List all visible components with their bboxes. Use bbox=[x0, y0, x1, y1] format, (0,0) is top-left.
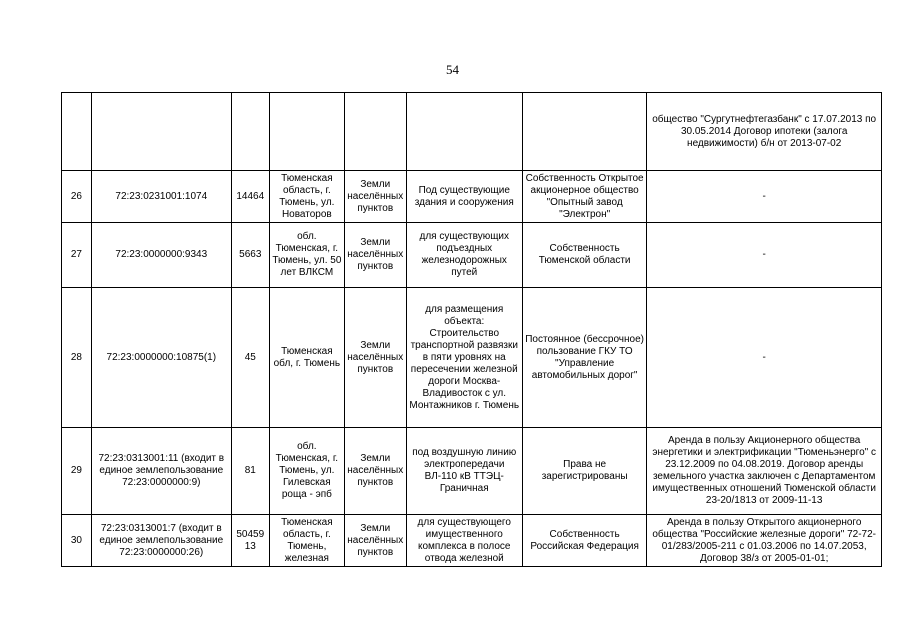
table-row bbox=[62, 171, 882, 223]
table-row bbox=[62, 223, 882, 288]
land-category-cell bbox=[344, 93, 406, 171]
area-cell: 5045913 bbox=[231, 515, 269, 567]
encumbrance-cell: общество "Сургутнефтегазбанк" с 17.07.2013 по 30.05.2014 Договор ипотеки (залога недвижимости) б/н от 2013-07-02 bbox=[647, 93, 882, 171]
right-holder-cell: Собственность Тюменской области bbox=[522, 223, 646, 288]
permitted-use-cell: для существующих подъездных железнодорожных путей bbox=[406, 223, 522, 288]
right-holder-cell: Собственность Открытое акционерное общество "Опытный завод "Электрон" bbox=[522, 171, 646, 223]
land-category-cell: Земли населённых пунктов bbox=[344, 428, 406, 515]
cadastral-number-cell: 72:23:0000000:10875(1) bbox=[91, 288, 231, 428]
right-holder-cell: Права не зарегистрированы bbox=[522, 428, 646, 515]
address-cell: обл. Тюменская, г. Тюмень, ул. 50 лет ВЛКСМ bbox=[269, 223, 344, 288]
address-cell: обл. Тюменская, г. Тюмень, ул. Гилевская роща - эпб bbox=[269, 428, 344, 515]
permitted-use-cell bbox=[406, 93, 522, 171]
cadastral-number-cell bbox=[91, 93, 231, 171]
land-category-cell: Земли населённых пунктов bbox=[344, 171, 406, 223]
page-number: 54 bbox=[446, 62, 459, 77]
encumbrance-cell: - bbox=[647, 223, 882, 288]
permitted-use-cell: для существующего имущественного комплекса в полосе отвода железной bbox=[406, 515, 522, 567]
table-row bbox=[62, 428, 882, 515]
row-number-cell bbox=[62, 93, 92, 171]
encumbrance-cell: - bbox=[647, 288, 882, 428]
row-number-cell: 30 bbox=[62, 515, 92, 567]
cadastral-number-cell: 72:23:0000000:9343 bbox=[91, 223, 231, 288]
area-cell: 14464 bbox=[231, 171, 269, 223]
land-plots-table bbox=[61, 92, 882, 567]
encumbrance-cell: Аренда в пользу Акционерного общества энергетики и электрификации "Тюменьэнерго" с 23.12.2009 по 04.08.2019. Договор аренды земельного участка заключен с Департаментом имущественных отношений Тюменской области 23-20/1813 от 2009-11-13 bbox=[647, 428, 882, 515]
area-cell: 5663 bbox=[231, 223, 269, 288]
cadastral-number-cell: 72:23:0231001:1074 bbox=[91, 171, 231, 223]
table-row bbox=[62, 93, 882, 171]
address-cell: Тюменская обл, г. Тюмень bbox=[269, 288, 344, 428]
address-cell bbox=[269, 93, 344, 171]
cadastral-number-cell: 72:23:0313001:7 (входит в единое землепользование 72:23:0000000:26) bbox=[91, 515, 231, 567]
row-number-cell: 29 bbox=[62, 428, 92, 515]
table-row bbox=[62, 515, 882, 567]
table-row bbox=[62, 288, 882, 428]
area-cell: 45 bbox=[231, 288, 269, 428]
area-cell: 81 bbox=[231, 428, 269, 515]
permitted-use-cell: под воздушную линию электропередачи ВЛ-110 кВ ТТЭЦ-Граничная bbox=[406, 428, 522, 515]
encumbrance-cell: - bbox=[647, 171, 882, 223]
row-number-cell: 27 bbox=[62, 223, 92, 288]
right-holder-cell: Собственность Российская Федерация bbox=[522, 515, 646, 567]
permitted-use-cell: для размещения объекта: Строительство транспортной развязки в пяти уровнях на пересечении железной дороги Москва-Владивосток с ул. Монтажников г. Тюмень bbox=[406, 288, 522, 428]
row-number-cell: 26 bbox=[62, 171, 92, 223]
encumbrance-cell: Аренда в пользу Открытого акционерного общества "Российские железные дороги" 72-72-01/283/2005-211 с 01.03.2006 по 14.07.2053, Договор 38/з от 2005-01-01; bbox=[647, 515, 882, 567]
land-category-cell: Земли населённых пунктов bbox=[344, 223, 406, 288]
cadastral-number-cell: 72:23:0313001:11 (входит в единое землепользование 72:23:0000000:9) bbox=[91, 428, 231, 515]
area-cell bbox=[231, 93, 269, 171]
address-cell: Тюменская область, г. Тюмень, железная bbox=[269, 515, 344, 567]
address-cell: Тюменская область, г. Тюмень, ул. Новаторов bbox=[269, 171, 344, 223]
row-number-cell: 28 bbox=[62, 288, 92, 428]
right-holder-cell: Постоянное (бессрочное) пользование ГКУ ТО "Управление автомобильных дорог" bbox=[522, 288, 646, 428]
permitted-use-cell: Под существующие здания и сооружения bbox=[406, 171, 522, 223]
right-holder-cell bbox=[522, 93, 646, 171]
land-category-cell: Земли населённых пунктов bbox=[344, 288, 406, 428]
land-category-cell: Земли населённых пунктов bbox=[344, 515, 406, 567]
